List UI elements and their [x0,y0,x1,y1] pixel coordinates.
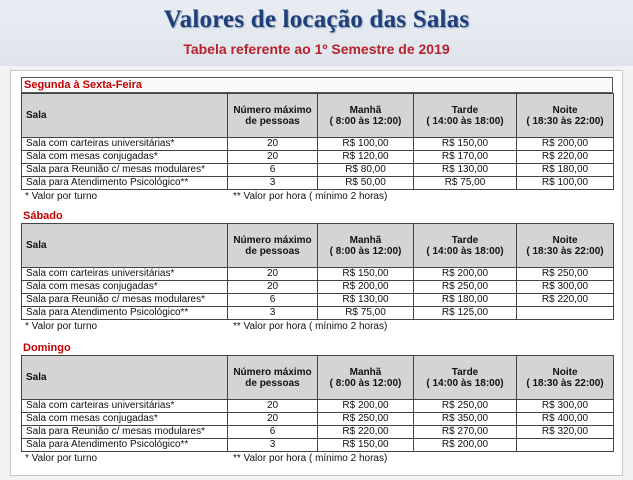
col-tarde-label: Tarde [451,234,479,246]
col-noite-label: Noite [552,234,578,246]
col-manha-label: Manhã [349,234,382,246]
note-por-hora: ** Valor por hora ( mínimo 2 horas) [233,453,388,464]
cell-sala: Sala para Atendimento Psicológico** [22,177,228,190]
col-sala: Sala [22,356,228,400]
cell-noite [517,307,614,320]
cell-manha: R$ 130,00 [318,294,414,307]
note-por-hora: ** Valor por hora ( mínimo 2 horas) [233,321,388,332]
cell-noite: R$ 300,00 [517,400,614,413]
cell-noite: R$ 300,00 [517,281,614,294]
table-row [22,294,614,307]
cell-sala: Sala para Reunião c/ mesas modulares* [22,426,228,439]
cell-tarde: R$ 270,00 [414,426,517,439]
cell-manha: R$ 80,00 [318,164,414,177]
col-tarde-horario: ( 14:00 às 18:00) [426,115,504,127]
cell-capacidade: 3 [228,307,318,320]
cell-manha: R$ 100,00 [318,138,414,151]
cell-tarde: R$ 130,00 [414,164,517,177]
cell-capacidade: 6 [228,164,318,177]
col-noite-horario: ( 18:30 às 22:00) [526,115,604,127]
table-row [22,413,614,426]
cell-manha: R$ 250,00 [318,413,414,426]
cell-tarde: R$ 350,00 [414,413,517,426]
price-table-frame [10,70,623,476]
cell-noite: R$ 220,00 [517,151,614,164]
table-header-row [22,224,614,268]
col-noite [517,224,614,268]
col-tarde [414,94,517,138]
cell-manha: R$ 200,00 [318,400,414,413]
cell-tarde: R$ 180,00 [414,294,517,307]
cell-sala: Sala com carteiras universitárias* [22,400,228,413]
cell-capacidade: 20 [228,413,318,426]
cell-noite: R$ 180,00 [517,164,614,177]
cell-sala: Sala com carteiras universitárias* [22,268,228,281]
table-row [22,151,614,164]
cell-noite: R$ 100,00 [517,177,614,190]
section-weekdays [21,77,613,203]
cell-capacidade: 6 [228,426,318,439]
section-domingo [21,341,613,465]
section-title: Sábado [23,210,63,222]
table-row [22,164,614,177]
col-noite [517,94,614,138]
cell-sala: Sala com carteiras universitárias* [22,138,228,151]
section-title: Domingo [23,342,71,354]
page-header [0,0,633,66]
cell-tarde: R$ 75,00 [414,177,517,190]
cell-sala: Sala para Reunião c/ mesas modulares* [22,294,228,307]
table-notes [21,190,613,203]
cell-sala: Sala para Atendimento Psicológico** [22,307,228,320]
note-por-turno: * Valor por turno [25,321,98,332]
col-noite [517,356,614,400]
table-row [22,177,614,190]
col-tarde [414,356,517,400]
col-manha [318,224,414,268]
table-row [22,439,614,452]
cell-tarde: R$ 150,00 [414,138,517,151]
price-table [21,93,614,190]
price-table [21,223,614,320]
cell-capacidade: 3 [228,177,318,190]
cell-noite: R$ 250,00 [517,268,614,281]
cell-manha: R$ 200,00 [318,281,414,294]
cell-noite: R$ 400,00 [517,413,614,426]
col-sala: Sala [22,94,228,138]
table-row [22,281,614,294]
cell-tarde: R$ 250,00 [414,281,517,294]
page-title: Valores de locação das Salas [163,6,470,33]
cell-tarde: R$ 125,00 [414,307,517,320]
page-subtitle: Tabela referente ao 1º Semestre de 2019 [183,41,450,57]
col-sala: Sala [22,224,228,268]
col-manha-horario: ( 8:00 às 12:00) [329,245,402,257]
table-header-row [22,356,614,400]
table-row [22,268,614,281]
cell-noite: R$ 200,00 [517,138,614,151]
cell-capacidade: 20 [228,138,318,151]
col-noite-label: Noite [552,366,578,378]
table-row [22,426,614,439]
cell-tarde: R$ 250,00 [414,400,517,413]
cell-noite: R$ 320,00 [517,426,614,439]
cell-capacidade: 6 [228,294,318,307]
section-title: Segunda à Sexta-Feira [21,77,613,93]
note-por-turno: * Valor por turno [25,453,98,464]
col-tarde-horario: ( 14:00 às 18:00) [426,377,504,389]
col-tarde [414,224,517,268]
cell-capacidade: 3 [228,439,318,452]
cell-tarde: R$ 200,00 [414,268,517,281]
cell-manha: R$ 75,00 [318,307,414,320]
col-manha-horario: ( 8:00 às 12:00) [329,377,402,389]
cell-manha: R$ 150,00 [318,439,414,452]
col-capacidade: Número máximo de pessoas [228,94,318,138]
cell-tarde: R$ 170,00 [414,151,517,164]
table-row [22,138,614,151]
cell-sala: Sala com mesas conjugadas* [22,281,228,294]
cell-capacidade: 20 [228,151,318,164]
note-por-turno: * Valor por turno [25,191,98,202]
col-capacidade: Número máximo de pessoas [228,356,318,400]
col-tarde-horario: ( 14:00 às 18:00) [426,245,504,257]
cell-capacidade: 20 [228,281,318,294]
col-manha-label: Manhã [349,366,382,378]
cell-tarde: R$ 200,00 [414,439,517,452]
cell-sala: Sala para Reunião c/ mesas modulares* [22,164,228,177]
cell-sala: Sala para Atendimento Psicológico** [22,439,228,452]
note-por-hora: ** Valor por hora ( mínimo 2 horas) [233,191,388,202]
cell-manha: R$ 120,00 [318,151,414,164]
price-table [21,355,614,452]
table-notes [21,320,613,333]
col-manha [318,356,414,400]
cell-sala: Sala com mesas conjugadas* [22,413,228,426]
col-manha-label: Manhã [349,104,382,116]
col-noite-horario: ( 18:30 às 22:00) [526,245,604,257]
cell-capacidade: 20 [228,268,318,281]
cell-manha: R$ 150,00 [318,268,414,281]
section-sabado [21,209,613,333]
table-row [22,307,614,320]
col-noite-label: Noite [552,104,578,116]
col-manha-horario: ( 8:00 às 12:00) [329,115,402,127]
col-tarde-label: Tarde [451,366,479,378]
table-header-row [22,94,614,138]
cell-manha: R$ 50,00 [318,177,414,190]
table-row [22,400,614,413]
cell-capacidade: 20 [228,400,318,413]
col-capacidade: Número máximo de pessoas [228,224,318,268]
col-noite-horario: ( 18:30 às 22:00) [526,377,604,389]
cell-sala: Sala com mesas conjugadas* [22,151,228,164]
cell-manha: R$ 220,00 [318,426,414,439]
col-tarde-label: Tarde [451,104,479,116]
cell-noite: R$ 220,00 [517,294,614,307]
cell-noite [517,439,614,452]
col-manha [318,94,414,138]
table-notes [21,452,613,465]
